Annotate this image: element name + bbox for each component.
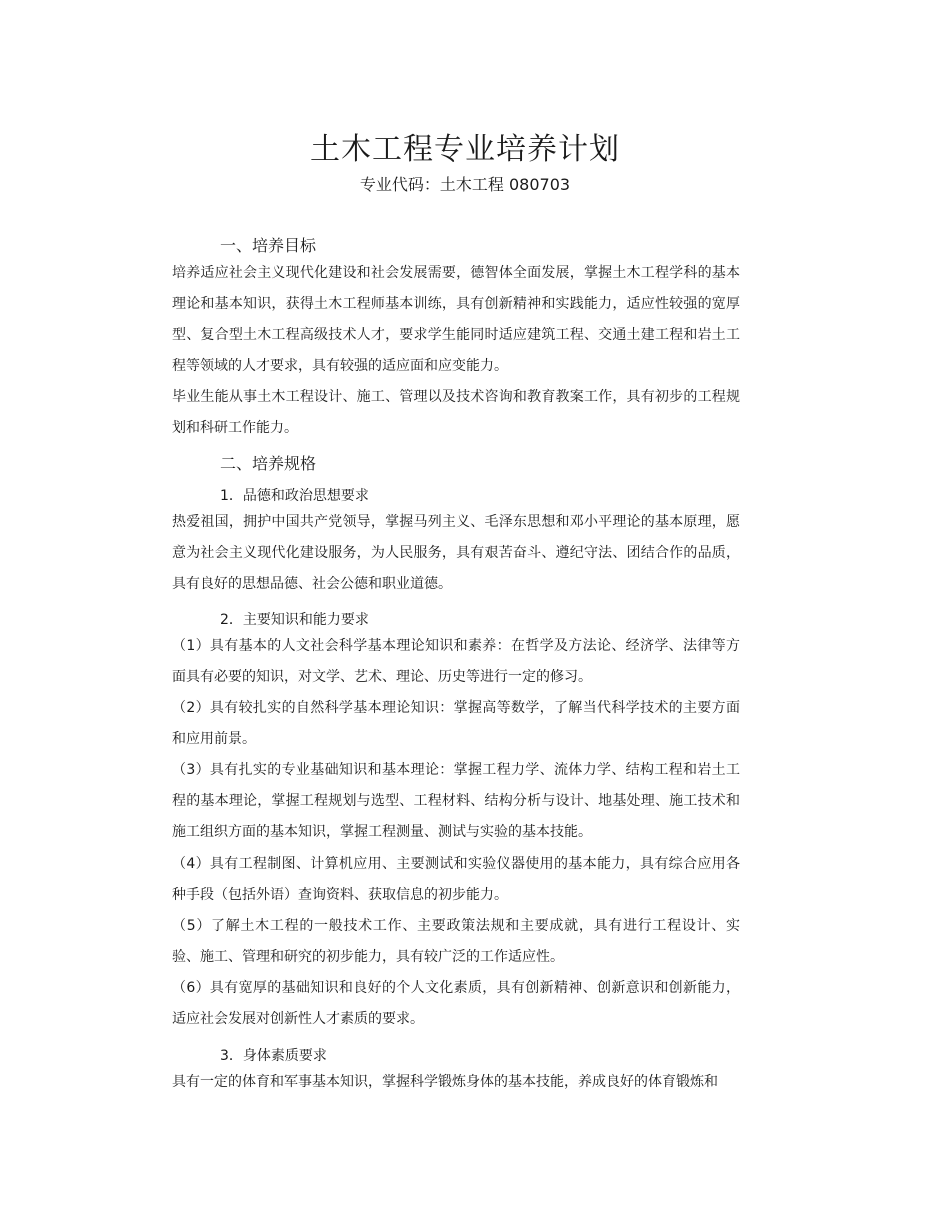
paragraph: （6）具有宽厚的基础知识和良好的个人文化素质，具有创新精神、创新意识和创新能力，适应社会发展对创新性人才素质的要求。 bbox=[172, 980, 740, 1027]
subsection-heading-physical: 3．身体素质要求 bbox=[220, 1048, 327, 1064]
section-heading-specifications: 二、培养规格 bbox=[220, 454, 317, 473]
paragraph: （4）具有工程制图、计算机应用、主要测试和实验仪器使用的基本能力，具有综合应用各种手段（包括外语）查询资料、获取信息的初步能力。 bbox=[172, 856, 740, 903]
paragraph: （5）了解土木工程的一般技术工作、主要政策法规和主要成就，具有进行工程设计、实验、施工、管理和研究的初步能力，具有较广泛的工作适应性。 bbox=[172, 918, 740, 965]
document-subtitle: 专业代码：土木工程 080703 bbox=[359, 175, 571, 194]
paragraph: 热爱祖国，拥护中国共产党领导，掌握马列主义、毛泽东思想和邓小平理论的基本原理，愿意为社会主义现代化建设服务，为人民服务，具有艰苦奋斗、遵纪守法、团结合作的品质，具有良好的思想品德、社会公德和职业道德。 bbox=[172, 514, 740, 592]
subsection-heading-knowledge: 2．主要知识和能力要求 bbox=[220, 612, 369, 628]
document-title: 土木工程专业培养计划 bbox=[310, 132, 620, 167]
paragraph: （1）具有基本的人文社会科学基本理论知识和素养：在哲学及方法论、经济学、法律等方面具有必要的知识，对文学、艺术、理论、历史等进行一定的修习。 bbox=[172, 638, 740, 685]
paragraph: 具有一定的体育和军事基本知识，掌握科学锻炼身体的基本技能，养成良好的体育锻炼和 bbox=[172, 1074, 718, 1090]
paragraph: （2）具有较扎实的自然科学基本理论知识：掌握高等数学，了解当代科学技术的主要方面和应用前景。 bbox=[172, 700, 740, 747]
paragraph: 毕业生能从事土木工程设计、施工、管理以及技术咨询和教育教案工作，具有初步的工程规划和科研工作能力。 bbox=[172, 389, 740, 436]
section-heading-objectives: 一、培养目标 bbox=[220, 236, 317, 255]
subsection-heading-moral: 1．品德和政治思想要求 bbox=[220, 488, 369, 504]
paragraph: （3）具有扎实的专业基础知识和基本理论：掌握工程力学、流体力学、结构工程和岩土工程的基本理论，掌握工程规划与选型、工程材料、结构分析与设计、地基处理、施工技术和施工组织方面的基本知识，掌握工程测量、测试与实验的基本技能。 bbox=[172, 762, 740, 840]
paragraph: 培养适应社会主义现代化建设和社会发展需要，德智体全面发展，掌握土木工程学科的基本理论和基本知识，获得土木工程师基本训练，具有创新精神和实践能力，适应性较强的宽厚型、复合型土木工程高级技术人才，要求学生能同时适应建筑工程、交通土建工程和岩土工程等领域的人才要求，具有较强的适应面和应变能力。 bbox=[172, 265, 740, 374]
